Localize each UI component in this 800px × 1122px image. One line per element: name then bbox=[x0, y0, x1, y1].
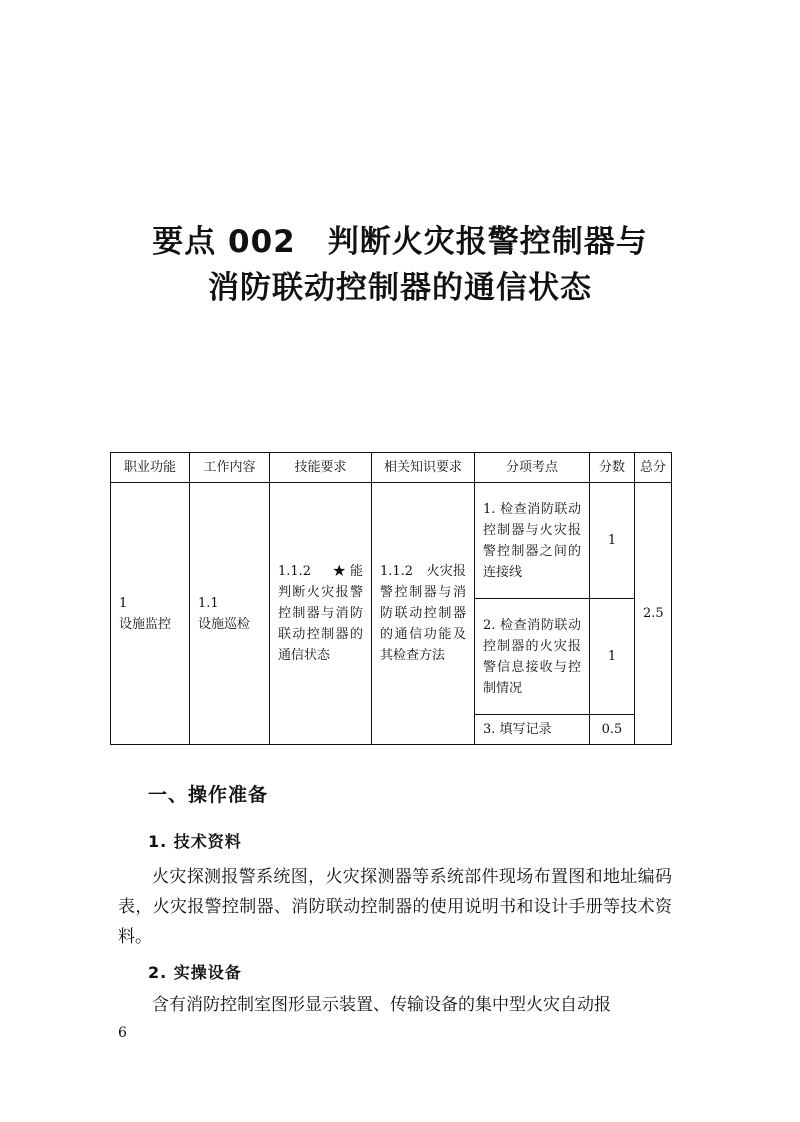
header-knowledge-requirement: 相关知识要求 bbox=[372, 453, 475, 483]
content-number: 1.1 bbox=[198, 595, 219, 611]
function-number: 1 bbox=[119, 595, 128, 611]
paragraph-equipment: 含有消防控制室图形显示装置、传输设备的集中型火灾自动报 bbox=[152, 995, 611, 1015]
cell-skill-requirement: 1.1.2 ★能判断火灾报警控制器与消防联动控制器的通信状态 bbox=[270, 483, 372, 745]
competency-table bbox=[110, 452, 672, 745]
table-row bbox=[111, 483, 672, 599]
cell-assessment-point-3: 3. 填写记录 bbox=[475, 715, 590, 745]
subsection-heading-equipment: 2. 实操设备 bbox=[148, 963, 242, 982]
cell-knowledge-requirement: 1.1.2 火灾报警控制器与消防联动控制器的通信功能及其检查方法 bbox=[372, 483, 475, 745]
section-heading: 一、操作准备 bbox=[148, 784, 269, 806]
cell-score-2: 1 bbox=[590, 599, 635, 715]
cell-assessment-point-1: 1. 检查消防联动控制器与火灾报警控制器之间的连接线 bbox=[475, 483, 590, 599]
header-work-content: 工作内容 bbox=[190, 453, 270, 483]
header-skill-requirement: 技能要求 bbox=[270, 453, 372, 483]
header-assessment-point: 分项考点 bbox=[475, 453, 590, 483]
cell-occupational-function bbox=[111, 483, 190, 745]
cell-score-1: 1 bbox=[590, 483, 635, 599]
subsection-heading-technical-data: 1. 技术资料 bbox=[148, 832, 242, 851]
cell-score-3: 0.5 bbox=[590, 715, 635, 745]
cell-total-score: 2.5 bbox=[635, 483, 672, 745]
header-occupational-function: 职业功能 bbox=[111, 453, 190, 483]
page-number: 6 bbox=[118, 1025, 127, 1041]
header-total: 总分 bbox=[635, 453, 672, 483]
paragraph-technical-data: 火灾探测报警系统图，火灾探测器等系统部件现场布置图和地址编码表，火灾报警控制器、消防联动控制器的使用说明书和设计手册等技术资料。 bbox=[118, 867, 672, 947]
content-name: 设施巡检 bbox=[198, 616, 251, 632]
page-title-line-1: 要点 002 判断火灾报警控制器与 bbox=[152, 224, 648, 260]
cell-work-content bbox=[190, 483, 270, 745]
function-name: 设施监控 bbox=[119, 616, 172, 632]
table-header-row bbox=[111, 453, 672, 483]
page-title-line-2: 消防联动控制器的通信状态 bbox=[208, 270, 592, 306]
cell-assessment-point-2: 2. 检查消防联动控制器的火灾报警信息接收与控制情况 bbox=[475, 599, 590, 715]
header-score: 分数 bbox=[590, 453, 635, 483]
